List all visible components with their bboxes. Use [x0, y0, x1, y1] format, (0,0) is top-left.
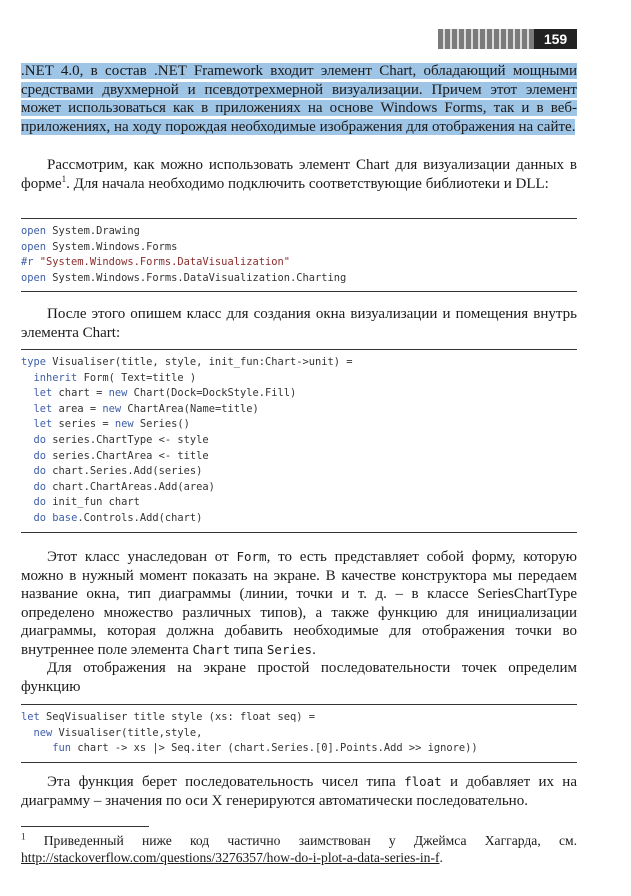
paragraph-text: Эта функция берет последовательность чисел типа [47, 774, 405, 790]
code-text: series.ChartType <- style [46, 433, 209, 446]
code-line [21, 726, 577, 742]
code-text [21, 450, 34, 462]
page-header [438, 29, 577, 49]
code-keyword: new [108, 387, 128, 400]
code-text [21, 496, 34, 508]
code-text: Form( Text=title ) [77, 371, 197, 384]
inline-code: Form [236, 549, 267, 564]
inline-code: Series [266, 641, 313, 657]
code-text: System.Drawing [46, 225, 140, 237]
paragraph-text: . Для начала необходимо подключить соответствующие библиотеки и DLL: [66, 175, 549, 192]
code-line [21, 741, 577, 757]
header-decoration [438, 29, 534, 49]
code-keyword: #r [21, 256, 34, 269]
code-text: System.Windows.Forms.DataVisualization.Charting [46, 271, 347, 284]
code-keyword: new [114, 418, 134, 431]
code-keyword: inherit [33, 371, 78, 384]
code-line [21, 480, 577, 496]
code-text [21, 434, 34, 446]
code-keyword: do [33, 511, 47, 524]
code-line [21, 495, 577, 511]
paragraph-class-intro [21, 305, 577, 342]
footnote [21, 832, 577, 866]
paragraph-text: и добавляет их на диаграмму – значения по оси X генерируются автоматически последовательно. [21, 774, 577, 809]
code-text [21, 512, 34, 524]
code-line [21, 240, 577, 256]
footnote-link[interactable]: http://stackoverflow.com/questions/3276357/how-do-i-plot-a-data-series-in-f [21, 850, 440, 865]
paragraph-text: Этот класс унаследован от [47, 549, 237, 565]
page-number: 159 [534, 29, 577, 49]
code-text: Series() [133, 418, 190, 431]
paragraph-text: Рассмотрим, как можно использовать элемент Chart для визуализации данных в форме [21, 157, 577, 192]
code-text: chart.Series.Add(series) [46, 465, 203, 478]
code-keyword: do [33, 449, 47, 462]
footnote-text: Приведенный ниже код частично заимствован у Джеймса Хаггарда, см. [25, 833, 577, 848]
code-line [21, 355, 577, 371]
code-keyword: do [33, 465, 47, 478]
code-text [21, 465, 34, 477]
code-keyword: type [21, 356, 47, 368]
code-keyword: new [102, 402, 122, 415]
code-keyword: fun [52, 742, 72, 755]
code-text [21, 387, 34, 399]
code-keyword: do [33, 496, 47, 509]
code-keyword: let [21, 711, 40, 723]
code-line [21, 402, 577, 418]
footnote-divider [21, 826, 149, 827]
code-text: ChartArea(Name=title) [121, 402, 259, 415]
code-line [21, 371, 577, 387]
code-keyword: open [21, 225, 47, 237]
code-text [21, 418, 34, 430]
paragraph-text: типа [230, 641, 267, 658]
code-keyword: new [33, 726, 53, 739]
code-line [21, 271, 577, 287]
code-keyword: open [21, 271, 47, 284]
code-text [21, 372, 34, 384]
inline-code: Chart [192, 641, 231, 657]
code-text [21, 742, 52, 754]
code-line [21, 710, 577, 726]
code-text [21, 481, 34, 493]
code-keyword: do [33, 480, 47, 493]
code-text: Visualiser(title,style, [52, 726, 203, 739]
code-keyword: let [33, 402, 53, 415]
paragraph-function-explanation [21, 773, 577, 810]
code-block-visualiser [21, 349, 577, 533]
paragraph-intro [21, 62, 577, 136]
code-line [21, 433, 577, 449]
code-line [21, 511, 577, 527]
inline-code: float [404, 774, 442, 789]
paragraph-seq-intro [21, 659, 577, 696]
code-text [21, 403, 34, 415]
code-text: init_fun chart [46, 496, 140, 509]
code-text: .Controls.Add(chart) [77, 511, 203, 524]
code-text: Chart(Dock=DockStyle.Fill) [127, 387, 297, 400]
code-text: series = [52, 418, 115, 431]
code-text: chart -> xs |> Seq.iter (chart.Series.[0].Points.Add >> ignore)) [71, 742, 478, 755]
code-line [21, 464, 577, 480]
code-text: System.Windows.Forms [46, 240, 178, 253]
paragraph-text: , то есть представляет собой форму, которую можно в нужный момент показать на экране. В качестве конструктора мы передаем название окна, тип диаграммы (линии, точки и т. д. – в классе SeriesChartType определено множество различных типов), а также функцию для инициализации диаграммы, которая должна добавить необходимые для отображения точки во внутреннее поле элемента [21, 549, 578, 658]
code-string: "System.Windows.Forms.DataVisualization" [33, 256, 290, 269]
code-keyword: base [52, 511, 78, 524]
code-line [21, 417, 577, 433]
code-block-imports [21, 218, 577, 292]
code-line [21, 224, 577, 240]
code-line [21, 449, 577, 465]
code-line [21, 255, 577, 271]
footnote-ref[interactable]: 1 [61, 173, 67, 184]
footnote-text-end: . [439, 850, 443, 865]
code-text [21, 727, 34, 739]
code-keyword: let [33, 387, 53, 400]
code-keyword: do [33, 433, 47, 446]
code-keyword: open [21, 240, 47, 253]
code-block-seqvisualiser [21, 704, 577, 763]
footnote-number: 1 [21, 831, 26, 842]
paragraph-text: Для отображения на экране простой последовательности точек определим функцию [21, 660, 577, 695]
code-text: series.ChartArea <- title [46, 449, 209, 462]
paragraph-class-explanation [21, 548, 577, 660]
paragraph-chart-usage [21, 156, 577, 193]
code-line [21, 386, 577, 402]
code-text: Visualiser(title, style, init_fun:Chart->unit) = [46, 356, 353, 368]
paragraph-text: . [312, 641, 316, 658]
code-keyword: let [33, 418, 53, 431]
code-text: chart = [52, 387, 109, 400]
paragraph-text: После этого опишем класс для создания окна визуализации и помещения внутрь элемента Chart: [21, 306, 577, 341]
code-text: area = [52, 402, 103, 415]
highlighted-text: .NET 4.0, в состав .NET Framework входит элемент Chart, обладающий мощными средствами двухмерной и псевдотрехмерной визуализации. Причем этот элемент может использоваться как в приложениях на основе Windows Forms, так и в веб-приложениях, на ходу порождая необходимые изображения для отображения на сайте. [21, 63, 577, 135]
code-text: chart.ChartAreas.Add(area) [46, 480, 215, 493]
code-text: SeqVisualiser title style (xs: float seq) = [39, 711, 316, 723]
